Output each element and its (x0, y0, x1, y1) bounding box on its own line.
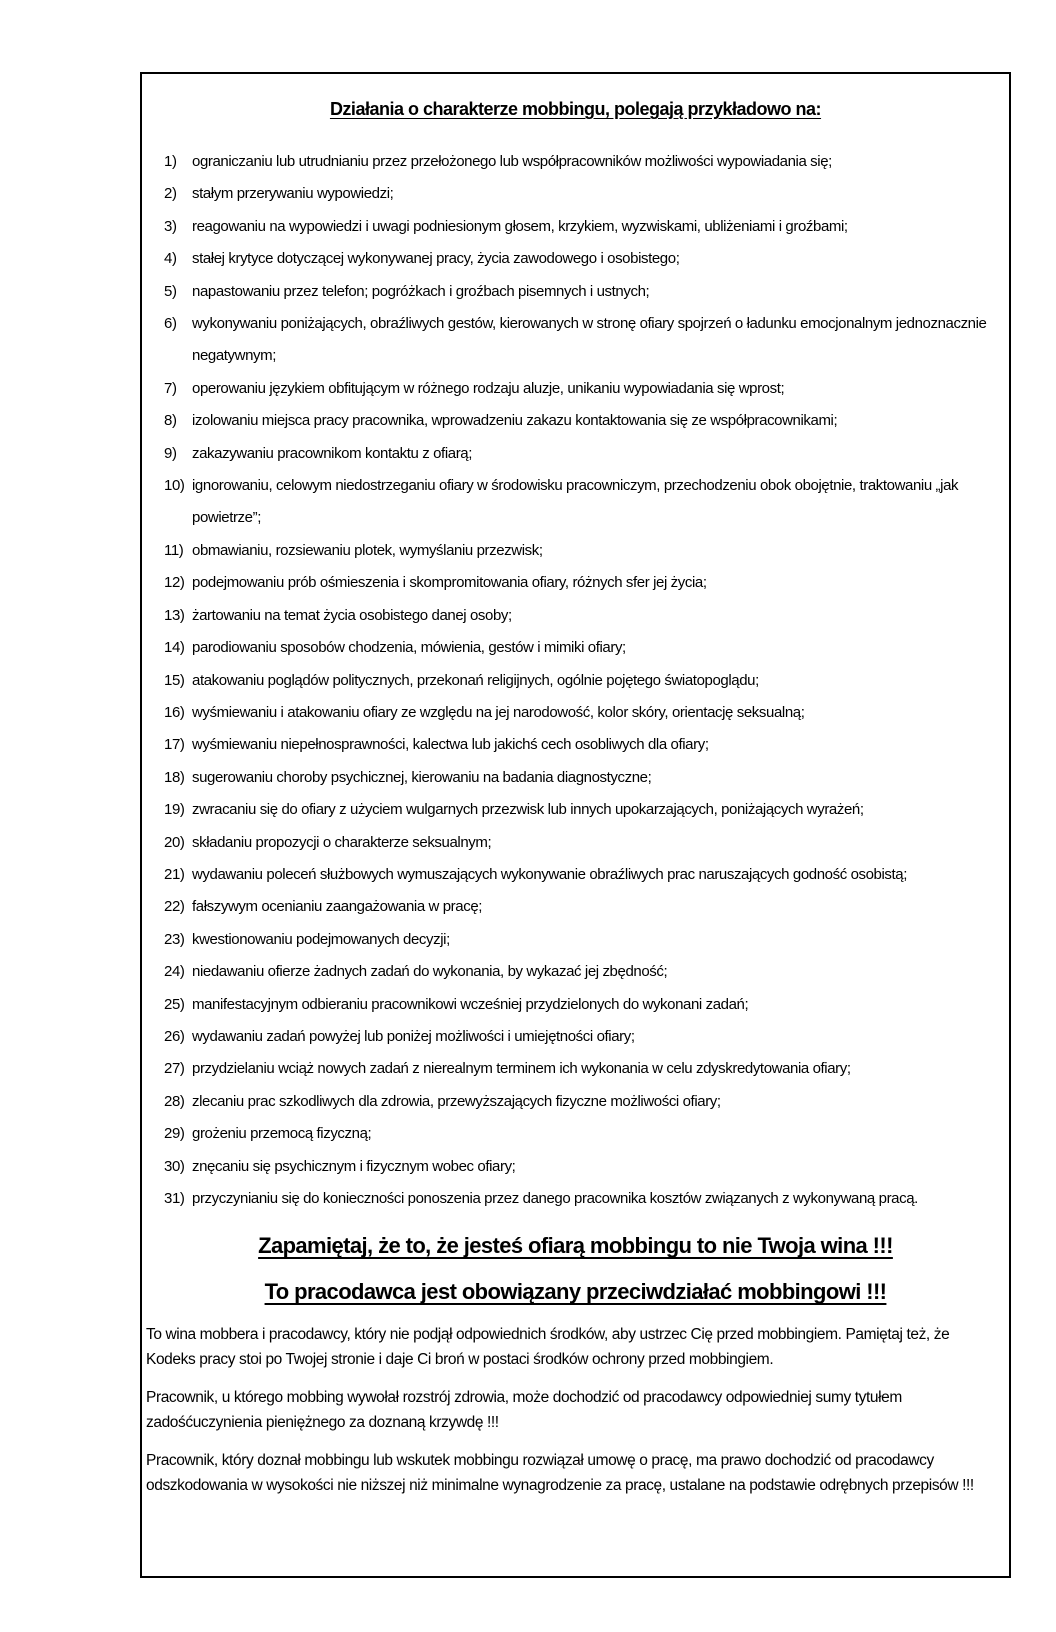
list-item (164, 956, 1003, 988)
list-item-number: 30) (164, 1157, 185, 1175)
list-item (164, 470, 1003, 535)
list-item-number: 14) (164, 639, 185, 657)
list-item (164, 729, 1003, 761)
list-item-text: stałej krytyce dotyczącej wykonywanej pracy, życia zawodowego i osobistego; (192, 250, 680, 268)
list-item-number: 22) (164, 898, 185, 916)
list-item (164, 1086, 1003, 1118)
list-item-number: 23) (164, 930, 185, 948)
list-item-text: składaniu propozycji o charakterze seksualnym; (192, 833, 492, 851)
list-item (164, 1118, 1003, 1150)
list-item (164, 1151, 1003, 1183)
list-item-number: 27) (164, 1060, 185, 1078)
list-item-number: 15) (164, 671, 185, 689)
closing-paragraphs (142, 1323, 1009, 1498)
slogan-employer-obligation: To pracodawca jest obowiązany przeciwdziałać mobbingowi !!! (264, 1279, 887, 1305)
mobbing-actions-list (142, 146, 1009, 1215)
list-item (164, 924, 1003, 956)
list-item-text: operowaniu językiem obfitującym w różnego rodzaju aluzje, unikaniu wypowiadania się wprost; (192, 379, 785, 397)
list-item-number: 6) (164, 315, 177, 333)
list-item-number: 29) (164, 1125, 185, 1143)
list-item (164, 665, 1003, 697)
list-item-text: grożeniu przemocą fizyczną; (192, 1125, 372, 1143)
list-item (164, 373, 1003, 405)
list-item (164, 697, 1003, 729)
list-item-text: napastowaniu przez telefon; pogróżkach i groźbach pisemnych i ustnych; (192, 282, 650, 300)
list-item-text: zwracaniu się do ofiary z użyciem wulgarnych przezwisk lub innych upokarzających, poniżających wyrażeń; (192, 801, 864, 819)
list-item-text: atakowaniu poglądów politycznych, przekonań religijnych, ogólnie pojętego światopoglądu; (192, 671, 759, 689)
list-item-text: izolowaniu miejsca pracy pracownika, wprowadzeniu zakazu kontaktowania się ze współpracownikami; (192, 412, 838, 430)
list-item (164, 1183, 1003, 1215)
list-item-text: ograniczaniu lub utrudnianiu przez przełożonego lub współpracowników możliwości wypowiadania się; (192, 153, 832, 170)
list-item (164, 859, 1003, 891)
list-item-text: parodiowaniu sposobów chodzenia, mówienia, gestów i mimiki ofiary; (192, 639, 626, 657)
list-item-number: 11) (164, 541, 184, 559)
list-item-number: 19) (164, 801, 185, 819)
list-item-number: 25) (164, 995, 185, 1013)
list-item-text: zakazywaniu pracownikom kontaktu z ofiarą; (192, 444, 473, 462)
list-item-number: 1) (164, 153, 177, 170)
list-item-number: 8) (164, 412, 177, 430)
slogan-victim-not-your-fault: Zapamiętaj, że to, że jesteś ofiarą mobbingu to nie Twoja wina !!! (258, 1233, 893, 1259)
list-item-number: 4) (164, 250, 177, 268)
list-item (164, 1053, 1003, 1085)
list-item-text: zlecaniu prac szkodliwych dla zdrowia, przewyższających fizyczne możliwości ofiary; (192, 1092, 721, 1110)
list-item (164, 178, 1003, 210)
list-item-text: przyczynianiu się do konieczności ponoszenia przez danego pracownika kosztów związanych z wykonywaną pracą. (192, 1190, 918, 1207)
list-item-number: 3) (164, 217, 177, 235)
list-item-number: 10) (164, 477, 185, 495)
list-item-number: 24) (164, 963, 185, 981)
slogan-section (142, 1231, 1009, 1307)
list-item-text: znęcaniu się psychicznym i fizycznym wobec ofiary; (192, 1157, 516, 1175)
list-item-text: podejmowaniu prób ośmieszenia i skompromitowania ofiary, różnych sfer jej życia; (192, 574, 707, 592)
list-item (164, 438, 1003, 470)
list-item (164, 276, 1003, 308)
list-item-text: stałym przerywaniu wypowiedzi; (192, 185, 394, 203)
list-item-text: manifestacyjnym odbieraniu pracownikowi wcześniej przydzielonych do wykonani zadań; (192, 995, 749, 1013)
list-item-number: 16) (164, 703, 185, 721)
paragraph-contract-compensation: Pracownik, który doznał mobbingu lub wskutek mobbingu rozwiązał umowę o pracę, ma prawo dochodzić od pracodawcy odszkodowania w wysokości nie niższej niż minimalne wynagrodzenie za pracę, ustalane na podstawie odrębnych przepisów !!! (146, 1452, 974, 1494)
list-item-number: 12) (164, 574, 185, 592)
list-item-number: 18) (164, 768, 185, 786)
list-item-text: ignorowaniu, celowym niedostrzeganiu ofiary w środowisku pracowniczym, przechodzeniu obok obojętnie, traktowaniu „jak powietrze”; (192, 477, 959, 527)
list-item-text: kwestionowaniu podejmowanych decyzji; (192, 930, 450, 948)
list-item-text: wydawaniu zadań powyżej lub poniżej możliwości i umiejętności ofiary; (192, 1027, 635, 1045)
list-item-number: 28) (164, 1092, 185, 1110)
list-item (164, 794, 1003, 826)
list-item-text: wydawaniu poleceń służbowych wymuszających wykonywanie obraźliwych prac naruszających godność osobistą; (192, 865, 908, 883)
list-item-text: wykonywaniu poniżających, obraźliwych gestów, kierowanych w stronę ofiary spojrzeń o ładunku emocjonalnym jednoznacznie negatywnym; (192, 315, 987, 365)
list-item (164, 827, 1003, 859)
list-item-text: fałszywym ocenianiu zaangażowania w pracę; (192, 898, 483, 916)
list-item (164, 600, 1003, 632)
list-item-number: 31) (164, 1190, 185, 1207)
list-item (164, 762, 1003, 794)
list-item-number: 17) (164, 736, 185, 754)
list-item-text: obmawianiu, rozsiewaniu plotek, wymyślaniu przezwisk; (192, 541, 543, 559)
list-item (164, 146, 1003, 178)
list-item (164, 535, 1003, 567)
list-item (164, 308, 1003, 373)
list-item-number: 26) (164, 1027, 185, 1045)
list-item-text: żartowaniu na temat życia osobistego danej osoby; (192, 606, 512, 624)
list-item-text: sugerowaniu choroby psychicznej, kierowaniu na badania diagnostyczne; (192, 768, 652, 786)
list-item (164, 891, 1003, 923)
list-item-text: wyśmiewaniu i atakowaniu ofiary ze względu na jej narodowość, kolor skóry, orientację seksualną; (192, 703, 805, 721)
list-item-number: 5) (164, 282, 177, 300)
list-item (164, 989, 1003, 1021)
list-item-text: niedawaniu ofierze żadnych zadań do wykonania, by wykazać jej zbędność; (192, 963, 668, 981)
list-item (164, 405, 1003, 437)
paragraph-mobber-blame: To wina mobbera i pracodawcy, który nie podjął odpowiednich środków, aby ustrzec Cię przed mobbingiem. Pamiętaj też, że Kodeks pracy stoi po Twojej stronie i daje Ci broń w postaci środków ochrony przed mobbingiem. (146, 1326, 950, 1368)
list-item-number: 7) (164, 379, 177, 397)
list-item-number: 20) (164, 833, 185, 851)
list-item-number: 13) (164, 606, 185, 624)
list-item (164, 243, 1003, 275)
list-item-number: 2) (164, 185, 177, 203)
list-item (164, 632, 1003, 664)
list-item-number: 21) (164, 865, 185, 883)
list-item-text: wyśmiewaniu niepełnosprawności, kalectwa lub jakichś cech osobliwych dla ofiary; (192, 736, 709, 754)
list-item (164, 1021, 1003, 1053)
list-item-text: reagowaniu na wypowiedzi i uwagi podniesionym głosem, krzykiem, wyzwiskami, ubliżeniami i groźbami; (192, 217, 848, 235)
list-item-number: 9) (164, 444, 177, 462)
list-item-text: przydzielaniu wciąż nowych zadań z nierealnym terminem ich wykonania w celu zdyskredytowania ofiary; (192, 1060, 851, 1078)
document-border-frame (140, 72, 1011, 1578)
list-item (164, 567, 1003, 599)
document-title: Działania o charakterze mobbingu, polegają przykładowo na: (329, 99, 822, 119)
list-item (164, 211, 1003, 243)
paragraph-health-compensation: Pracownik, u którego mobbing wywołał rozstrój zdrowia, może dochodzić od pracodawcy odpowiedniej sumy tytułem zadośćuczynienia pieniężnego za doznaną krzywdę !!! (146, 1389, 902, 1431)
